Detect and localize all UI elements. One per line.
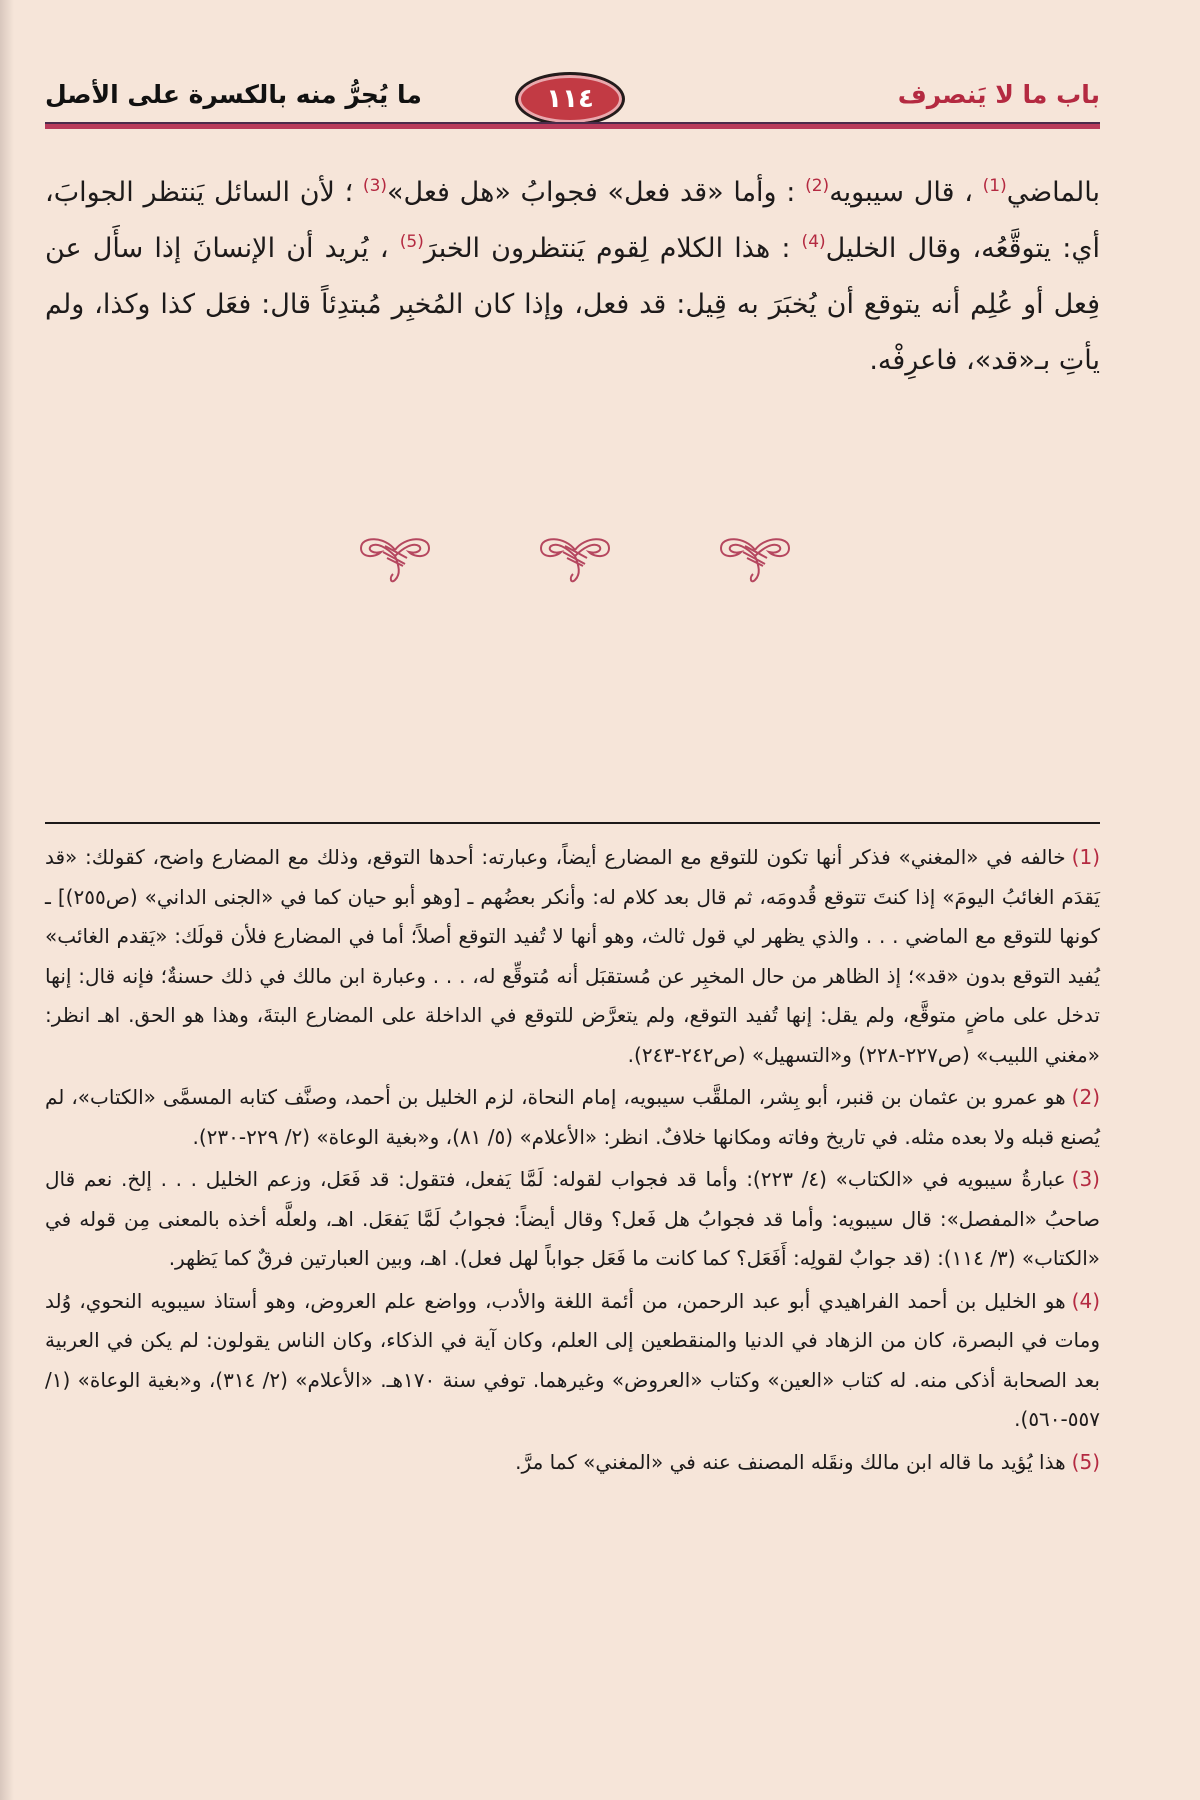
chapter-title: باب ما لا يَنصرف xyxy=(897,80,1100,109)
footnote-5 xyxy=(45,1443,1100,1483)
footnote-number: (4) xyxy=(1071,1288,1100,1313)
footnote-number: (1) xyxy=(1071,845,1100,869)
footnote-ref-5[interactable]: (5) xyxy=(399,232,424,252)
footnote-number: (3) xyxy=(1071,1167,1100,1191)
text-segment: ؛ لأن السائل يَنتظر الجوابَ، أي: يتوقَّعُه، وقال الخليل xyxy=(45,177,1100,264)
page-number: ١١٤ xyxy=(546,84,594,114)
footnote-ref-2[interactable]: (2) xyxy=(805,176,830,196)
footnote-text: هو عمرو بن عثمان بن قنبر، أبو بِشر، الملقَّب سيبويه، إمام النحاة، لزم الخليل بن أحمد، وصنَّف كتابه المسمَّى «الكتاب»، لم يُصنع قبله ولا بعده مثله. في تاريخ وفاته ومكانها خلافٌ. انظر: «الأعلام» (٥/ ٨١)، و«بغية الوعاة» (٢/ ٢٢٩-٢٣٠). xyxy=(45,1085,1100,1149)
footnote-1 xyxy=(45,838,1100,1075)
footnote-text: هو الخليل بن أحمد الفراهيدي أبو عبد الرحمن، من أئمة اللغة والأدب، وواضع علم العروض، وهو أستاذ سيبويه النحوي، وُلد ومات في البصرة، كان من الزهاد في الدنيا والمنقطعين إلى العلم، وكان آية في الذكاء، وكان الناس يقولون: لم يكن في العربية بعد الصحابة أذكى منه. له كتاب «العين» وكتاب «العروض» وغيرهما. توفي سنة ١٧٠هـ. «الأعلام» (٢/ ٣١٤)، و«بغية الوعاة» (١/ ٥٥٧-٥٦٠). xyxy=(45,1288,1100,1431)
text-segment: ، يُريد أن الإنسانَ إذا سأَل عن فِعل أو عُلِم أنه يتوقع أن يُخبَرَ به قِيل: قد فعل، وإذا كان المُخبِر مُبتدِئاً قال: فعَل كذا وكذا، ولم يأتِ بـ«قد»، فاعرِفْه. xyxy=(45,233,1100,376)
fleuron-ornament-icon xyxy=(715,528,795,588)
page-gutter-shadow xyxy=(0,0,14,1800)
footnote-number: (5) xyxy=(1071,1449,1100,1474)
footnotes xyxy=(45,838,1100,1485)
fleuron-ornament-icon xyxy=(535,528,615,588)
text-segment: : وأما «قد فعل» فجوابُ «هل فعل» xyxy=(387,177,796,208)
section-end-ornaments xyxy=(355,528,795,588)
footnote-ref-1[interactable]: (1) xyxy=(982,176,1007,196)
footnote-ref-3[interactable]: (3) xyxy=(362,176,388,196)
main-text xyxy=(45,165,1100,389)
footnote-text: هذا يُؤيد ما قاله ابن مالك ونقَله المصنف عنه في «المغني» كما مرَّ. xyxy=(515,1449,1066,1474)
footnote-number: (2) xyxy=(1071,1085,1100,1109)
footnote-text: عبارةُ سيبويه في «الكتاب» (٤/ ٢٢٣): وأما قد فجواب لقوله: لَمَّا يَفعل، فتقول: قد فَعَل، وزعم الخليل . . . إلخ. نعم قال صاحبُ «المفصل»: قال سيبويه: وأما قد فجوابُ هل فَعل؟ وقال أيضاً: فجوابُ لَمَّا يَفعَل. اهـ، ولعلَّه أخذه بالمعنى مِن قوله في «الكتاب» (٣/ ١١٤): (قد جوابٌ لقولِه: أَفَعَل؟ كما كانت ما فَعَل جواباً لهل فعل). اهـ، وبين العبارتين فرقٌ كما يَظهر. xyxy=(45,1167,1100,1270)
footnote-4 xyxy=(45,1282,1100,1440)
running-header xyxy=(45,72,1100,128)
fleuron-ornament-icon xyxy=(355,528,435,588)
text-segment: بالماضي xyxy=(1006,177,1100,208)
page-number-badge xyxy=(515,72,625,126)
text-segment: : هذا الكلام لِقوم يَنتظرون الخبرَ xyxy=(423,233,791,264)
header-divider xyxy=(45,122,1100,129)
footnote-2 xyxy=(45,1078,1100,1157)
main-paragraph xyxy=(45,165,1100,389)
text-segment: ، قال سيبويه xyxy=(829,177,973,208)
footnote-text: خالفه في «المغني» فذكر أنها تكون للتوقع مع المضارع أيضاً، وعبارته: أحدها التوقع، وذلك مع المضارع واضح، كقولك: «قد يَقدَم الغائبُ اليومَ» إذا كنتَ تتوقع قُدومَه، ثم قال بعد كلام له: وأنكر بعضُهم ـ [وهو أبو حيان كما في «الجنى الداني» (ص٢٥٥)] ـ كونها للتوقع مع الماضي . . . والذي يظهر لي قول ثالث، وهو أنها لا تُفيد التوقع أصلاً؛ أما في المضارع فلأن قولَك: «يَقدم الغائب» يُفيد التوقع بدون «قد»؛ إذ الظاهر من حال المخبِر عن مُستقبَل أنه مُتوقِّع له، . . . وعبارة ابن مالك في ذلك حسنةٌ؛ فإنه قال: إنها تدخل على ماضٍ متوقَّع، ولم يقل: إنها تُفيد التوقع، ولم يتعرَّض للتوقع في الداخلة على المضارع البتةَ، وهذا هو الحق. اهـ انظر: «مغني اللبيب» (ص٢٢٧-٢٢٨) و«التسهيل» (ص٢٤٢-٢٤٣). xyxy=(45,845,1100,1067)
footnote-3 xyxy=(45,1160,1100,1279)
section-title: ما يُجرُّ منه بالكسرة على الأصل xyxy=(45,80,422,109)
footnote-divider xyxy=(45,822,1100,824)
footnote-ref-4[interactable]: (4) xyxy=(801,232,826,252)
